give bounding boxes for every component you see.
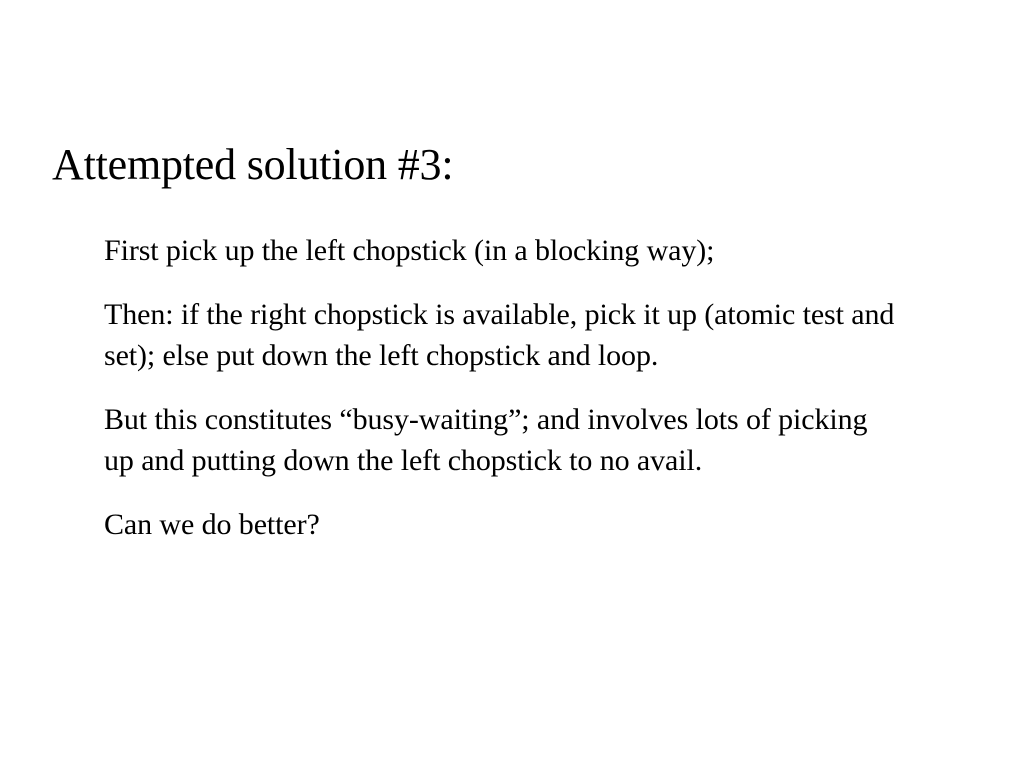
bullet-busy-waiting: But this constitutes “busy-waiting”; and involves lots of picking up and putting down the left chopstick to no avail. [104,403,868,477]
slide-title: Attempted solution #3: [52,140,454,189]
bullet-blocking-pickup: First pick up the left chopstick (in a blocking way); [104,234,715,267]
bullet-test-and-set: Then: if the right chopstick is available, pick it up (atomic test and set); else put down the left chopstick and loop. [104,298,895,372]
bullet-question: Can we do better? [104,508,320,541]
slide-body [104,230,904,568]
